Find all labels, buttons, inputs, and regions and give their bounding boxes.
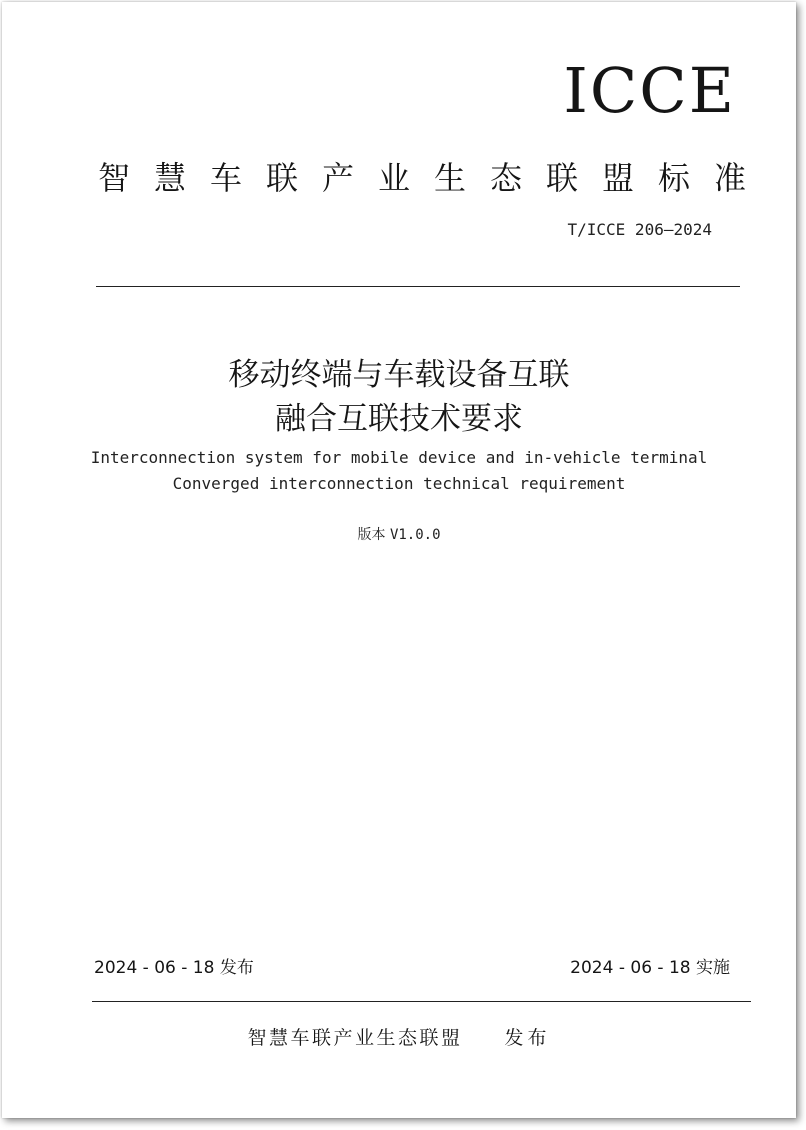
publisher-name: 智慧车联产业生态联盟 [247,1027,463,1049]
standard-type-heading: 智慧车联产业生态联盟标准 [98,159,746,197]
title-zh-line-2: 融合互联技术要求 [275,401,523,437]
icce-logo-text: ICCE [563,54,736,127]
version-label: 版本 [357,527,386,543]
publisher-line [2,1026,796,1050]
document-page [2,2,796,1118]
publish-verb: 发布 [504,1027,551,1049]
standard-code: T/ICCE 206—2024 [567,220,712,239]
version-number: V1.0.0 [389,527,441,543]
bottom-divider [92,1001,751,1002]
publish-date: 2024 - 06 - 18 发布 [94,958,254,978]
implement-date: 2024 - 06 - 18 实施 [570,958,730,978]
title-zh-line-1: 移动终端与车载设备互联 [228,357,570,393]
top-divider [96,286,740,287]
version-line [2,526,796,544]
title-en-line-1: Interconnection system for mobile device and in-vehicle terminal [90,448,708,467]
title-en-line-2: Converged interconnection technical requirement [172,474,626,493]
